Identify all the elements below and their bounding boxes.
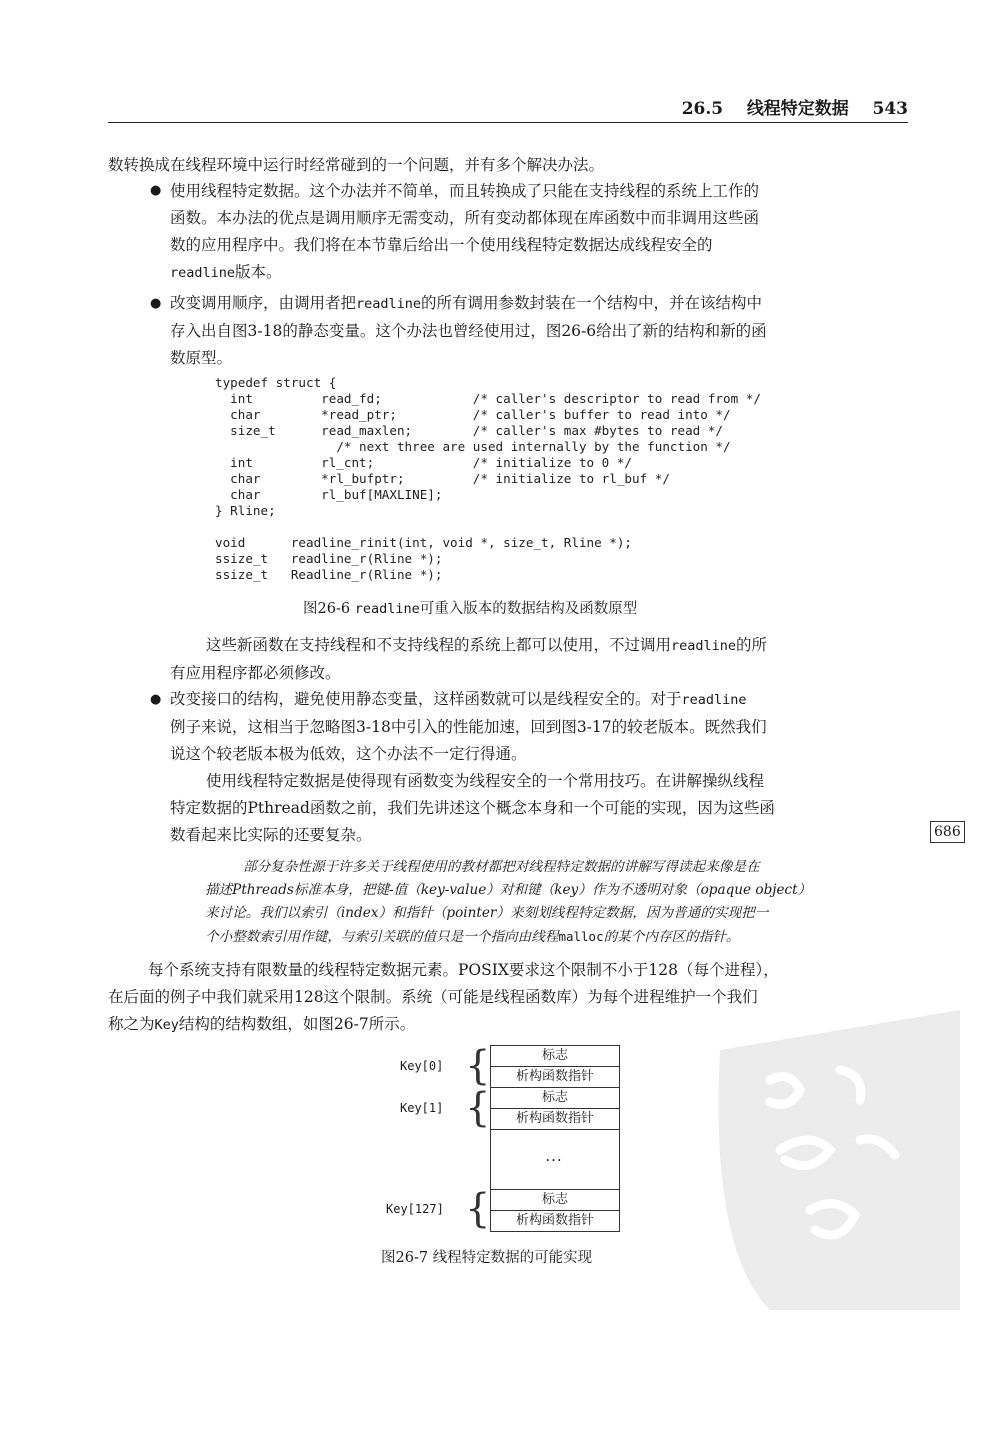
- header-section-title: 线程特定数据: [746, 99, 849, 119]
- code-line: ssize_t readline_r(Rline *);: [215, 551, 443, 566]
- bullet-3: [170, 686, 910, 768]
- paragraph-2: [170, 768, 910, 849]
- figure-number: 图26-7: [381, 1250, 429, 1266]
- running-header: [108, 92, 908, 123]
- margin-page-number: 686: [930, 821, 965, 843]
- destructor-cell: 析构函数指针: [490, 1066, 620, 1088]
- code-line: int read_fd; /* caller's descriptor to read from */: [215, 391, 761, 406]
- text: 改变接口的结构，避免使用静态变量，这样函数就可以是线程安全的。对于: [170, 690, 682, 708]
- key-structure-diagram: [380, 1045, 640, 1235]
- paragraph-line: 特定数据的Pthread函数之前，我们先讲述这个概念本身和一个可能的实现，因为这些函: [170, 799, 775, 817]
- brace-icon: {: [465, 1085, 491, 1131]
- figure-title: 可重入版本的数据结构及函数原型: [419, 601, 638, 617]
- text: 这些新函数在支持线程和不支持线程的系统上都可以使用，不过调用: [206, 636, 672, 654]
- text: 的所有调用参数封装在一个结构中，并在该结构中: [421, 294, 763, 312]
- intro-line: 数转换成在线程环境中运行时经常碰到的一个问题，并有多个解决办法。: [108, 156, 605, 174]
- inline-code: malloc: [558, 929, 604, 944]
- header-section-number: 26.5: [681, 99, 724, 119]
- text: 改变调用顺序，由调用者把: [170, 294, 357, 312]
- bullet-1-line: 数的应用程序中。我们将在本节靠后给出一个使用线程特定数据达成线程安全的: [170, 236, 713, 254]
- paragraph-line: 在后面的例子中我们就采用128这个限制。系统（可能是线程函数库）为每个进程维护一个我们: [108, 988, 758, 1006]
- code-line: int rl_cnt; /* initialize to 0 */: [215, 455, 633, 470]
- flag-cell: 标志: [490, 1045, 620, 1067]
- ellipsis: ···: [545, 1151, 563, 1169]
- destructor-cell: 析构函数指针: [490, 1210, 620, 1232]
- figure-26-7-caption: [381, 1246, 592, 1267]
- note-line: 部分复杂性源于许多关于线程使用的教材都把对线程特定数据的讲解写得读起来像是在: [243, 859, 760, 875]
- inline-code: readline: [354, 601, 420, 617]
- destructor-cell: 析构函数指针: [490, 1108, 620, 1130]
- paragraph-line: 每个系统支持有限数量的线程特定数据元素。POSIX要求这个限制不小于128（每个进程），: [148, 961, 779, 979]
- figure-title: 线程特定数据的可能实现: [432, 1250, 593, 1266]
- bullet-2: [170, 290, 910, 372]
- key-label: Key[0]: [400, 1059, 444, 1073]
- key-label: Key[1]: [400, 1101, 444, 1115]
- paragraph-line: 有应用程序都必须修改。: [170, 664, 341, 682]
- note-line: 描述Pthreads标准本身，把键-值（key-value）对和键（key）作为不透明对象（opaque object）: [205, 882, 812, 898]
- bullet-dot: ●: [150, 183, 162, 198]
- paragraph-line: 使用线程特定数据是使得现有函数变为线程安全的一个常用技巧。在讲解操纵线程: [206, 772, 765, 790]
- text: 版本。: [235, 263, 282, 281]
- note-block: [205, 856, 915, 949]
- inline-code: readline: [356, 296, 422, 312]
- bullet-dot: ●: [150, 692, 162, 707]
- text: 称之为: [108, 1015, 155, 1033]
- inline-code: readline: [170, 265, 236, 281]
- bullet-2-line: 数原型。: [170, 349, 233, 367]
- code-line: [215, 519, 761, 535]
- code-line: typedef struct {: [215, 375, 337, 390]
- inline-code: readline: [681, 692, 747, 708]
- bullet-3-line: 说这个较老版本极为低效，这个办法不一定行得通。: [170, 745, 527, 763]
- bullet-dot: ●: [150, 296, 162, 311]
- code-line: char *read_ptr; /* caller's buffer to read into */: [215, 407, 731, 422]
- text: 的所: [736, 636, 768, 654]
- bullet-1: [170, 178, 910, 287]
- flag-cell: 标志: [490, 1087, 620, 1109]
- code-line: void readline_rinit(int, void *, size_t, Rline *);: [215, 535, 633, 550]
- bullet-2-line: 存入出自图3-18的静态变量。这个办法也曾经使用过，图26-6给出了新的结构和新的函: [170, 322, 767, 340]
- bullet-2-line: [170, 290, 910, 318]
- text: 的某个内存区的指针。: [603, 929, 740, 945]
- key-label: Key[127]: [386, 1202, 444, 1216]
- note-line: [205, 925, 915, 949]
- inline-code: Key: [154, 1017, 179, 1033]
- code-listing: [215, 375, 761, 583]
- figure-number: 图26-6: [303, 601, 351, 617]
- paragraph-line: 数看起来比实际的还要复杂。: [170, 826, 372, 844]
- header-page-number: 543: [872, 99, 908, 119]
- bullet-1-line: 函数。本办法的优点是调用顺序无需变动，所有变动都体现在库函数中而非调用这些函: [170, 209, 760, 227]
- inline-code: readline: [671, 638, 737, 654]
- code-line: ssize_t Readline_r(Rline *);: [215, 567, 443, 582]
- bullet-3-line: 例子来说，这相当于忽略图3-18中引入的性能加速，回到图3-17的较老版本。既然我们: [170, 718, 767, 736]
- bullet-1-line: [170, 259, 910, 287]
- code-line: } Rline;: [215, 503, 276, 518]
- bullet-3-line: [170, 686, 910, 714]
- bullet-1-line: 使用线程特定数据。这个办法并不简单，而且转换成了只能在支持线程的系统上工作的: [170, 182, 760, 200]
- header-section: [682, 94, 908, 119]
- text: 个小整数索引用作键，与索引关联的值只是一个指向由线程: [205, 929, 559, 945]
- watermark-stamp: [660, 1010, 970, 1310]
- flag-cell: 标志: [490, 1189, 620, 1211]
- code-line: char rl_buf[MAXLINE];: [215, 487, 443, 502]
- paragraph-after-fig6: [170, 632, 910, 687]
- figure-26-6-caption: [303, 597, 637, 618]
- brace-icon: {: [465, 1186, 491, 1232]
- note-line: 来讨论。我们以索引（index）和指针（pointer）来刻划线程特定数据，因为普通的实现把一: [205, 905, 769, 921]
- code-line: char *rl_bufptr; /* initialize to rl_buf */: [215, 471, 670, 486]
- text: 结构的结构数组，如图26-7所示。: [178, 1015, 416, 1033]
- brace-icon: {: [465, 1043, 491, 1089]
- code-line: /* next three are used internally by the function */: [215, 439, 731, 454]
- code-line: size_t read_maxlen; /* caller's max #bytes to read */: [215, 423, 723, 438]
- paragraph-line: [170, 632, 910, 660]
